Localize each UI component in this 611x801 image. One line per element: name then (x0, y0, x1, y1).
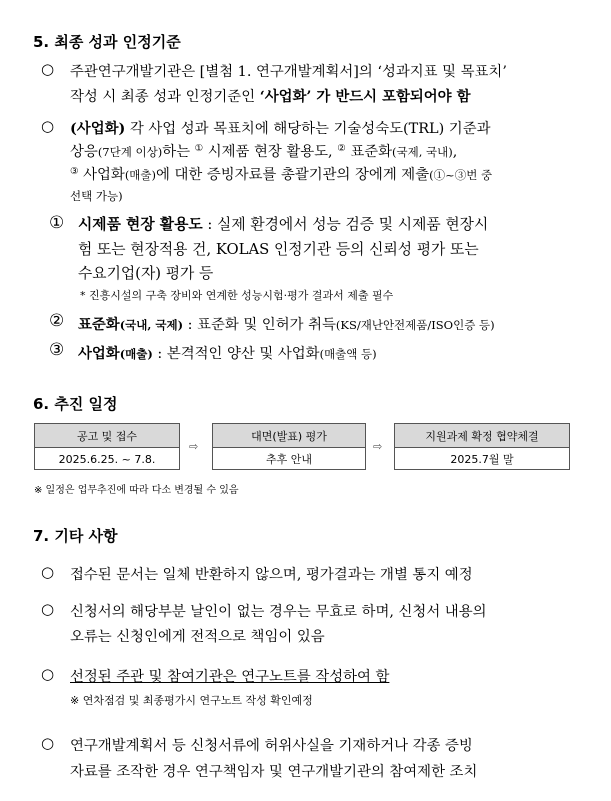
bullet: ○ (41, 734, 55, 752)
bullet: ○ (41, 665, 55, 683)
schedule-step-value: 2025.6.25. ~ 7.8. (58, 452, 156, 466)
paragraph-line: 접수된 문서는 일체 반환하지 않으며, 평가결과는 개별 통지 예정 (70, 567, 473, 583)
circled-number: ③ (49, 340, 65, 360)
schedule-step-label: 공고 및 접수 (35, 424, 179, 448)
schedule-step (34, 423, 180, 470)
emphasis-text: ‘사업화’ 가 반드시 포함되어야 함 (259, 88, 471, 105)
section-6-title: 6. 추진 일정 (33, 395, 118, 413)
schedule-note: ※ 일정은 업무추진에 따라 다소 변경될 수 있음 (34, 485, 239, 496)
item-note: * 진흥시설의 구축 장비와 연계한 성능시험·평가 결과서 제출 필수 (80, 289, 394, 302)
schedule-step (394, 423, 570, 470)
schedule-step-value: 추후 안내 (265, 453, 312, 466)
item-line: 시제품 현장 활용도 : 실제 환경에서 성능 검증 및 시제품 현장시 (78, 216, 489, 233)
paragraph-line: ③ 사업화(매출)에 대한 증빙자료를 총괄기관의 장에게 제출(①~③번 중 (70, 166, 493, 183)
schedule-step-label: 대면(발표) 평가 (213, 424, 365, 448)
bullet: ○ (41, 600, 55, 618)
schedule-step (212, 423, 366, 470)
paragraph-line: 선택 가능) (70, 189, 123, 203)
schedule-step-value: 2025.7월 말 (450, 453, 514, 466)
paragraph-line: 연구개발계획서 등 신청서류에 허위사실을 기재하거나 각종 증빙 (70, 738, 473, 754)
arrow-right-icon: ⇨ (189, 440, 199, 453)
arrow-right-icon: ⇨ (373, 440, 383, 453)
paragraph-line: 신청서의 해당부분 날인이 없는 경우는 무효로 하며, 신청서 내용의 (70, 604, 487, 620)
circled-number: ② (49, 311, 65, 331)
section-7-title: 7. 기타 사항 (33, 527, 118, 545)
item-line: 수요기업(자) 평가 등 (78, 265, 214, 282)
bullet: ○ (41, 117, 55, 135)
item-line: 사업화(매출) : 본격적인 양산 및 사업화(매출액 등) (78, 345, 377, 362)
paragraph-line: 자료를 조작한 경우 연구책임자 및 연구개발기관의 참여제한 조치 (70, 764, 478, 780)
schedule-step-label: 지원과제 확정 협약체결 (395, 424, 569, 448)
section-5-title: 5. 최종 성과 인정기준 (33, 33, 181, 51)
item-line: 험 또는 현장적용 건, KOLAS 인정기관 등의 신뢰성 평가 또는 (78, 241, 479, 258)
paragraph-line: 주관연구개발기관은 [별첨 1. 연구개발계획서]의 ‘성과지표 및 목표치’ (70, 64, 507, 80)
paragraph-line: 상응(7단계 이상)하는 ① 시제품 현장 활용도, ② 표준화(국제, 국내), (70, 143, 458, 160)
paragraph-line: (사업화) 각 사업 성과 목표치에 해당하는 기술성숙도(TRL) 기준과 (70, 120, 491, 137)
paragraph-note: ※ 연차점검 및 최종평가시 연구노트 작성 확인예정 (70, 694, 313, 707)
paragraph-line: 작성 시 최종 성과 인정기준인 ‘사업화’ 가 반드시 포함되어야 함 (70, 88, 471, 105)
bullet: ○ (41, 563, 55, 581)
paragraph-line: 선정된 주관 및 참여기관은 연구노트를 작성하여 함 (70, 669, 390, 685)
paragraph-line: 오류는 신청인에게 전적으로 책임이 있음 (70, 629, 325, 645)
bullet: ○ (41, 60, 55, 78)
item-line: 표준화(국내, 국제) : 표준화 및 인허가 취득(KS/재난안전제품/ISO인증 등) (78, 316, 495, 333)
circled-number: ① (49, 213, 65, 233)
